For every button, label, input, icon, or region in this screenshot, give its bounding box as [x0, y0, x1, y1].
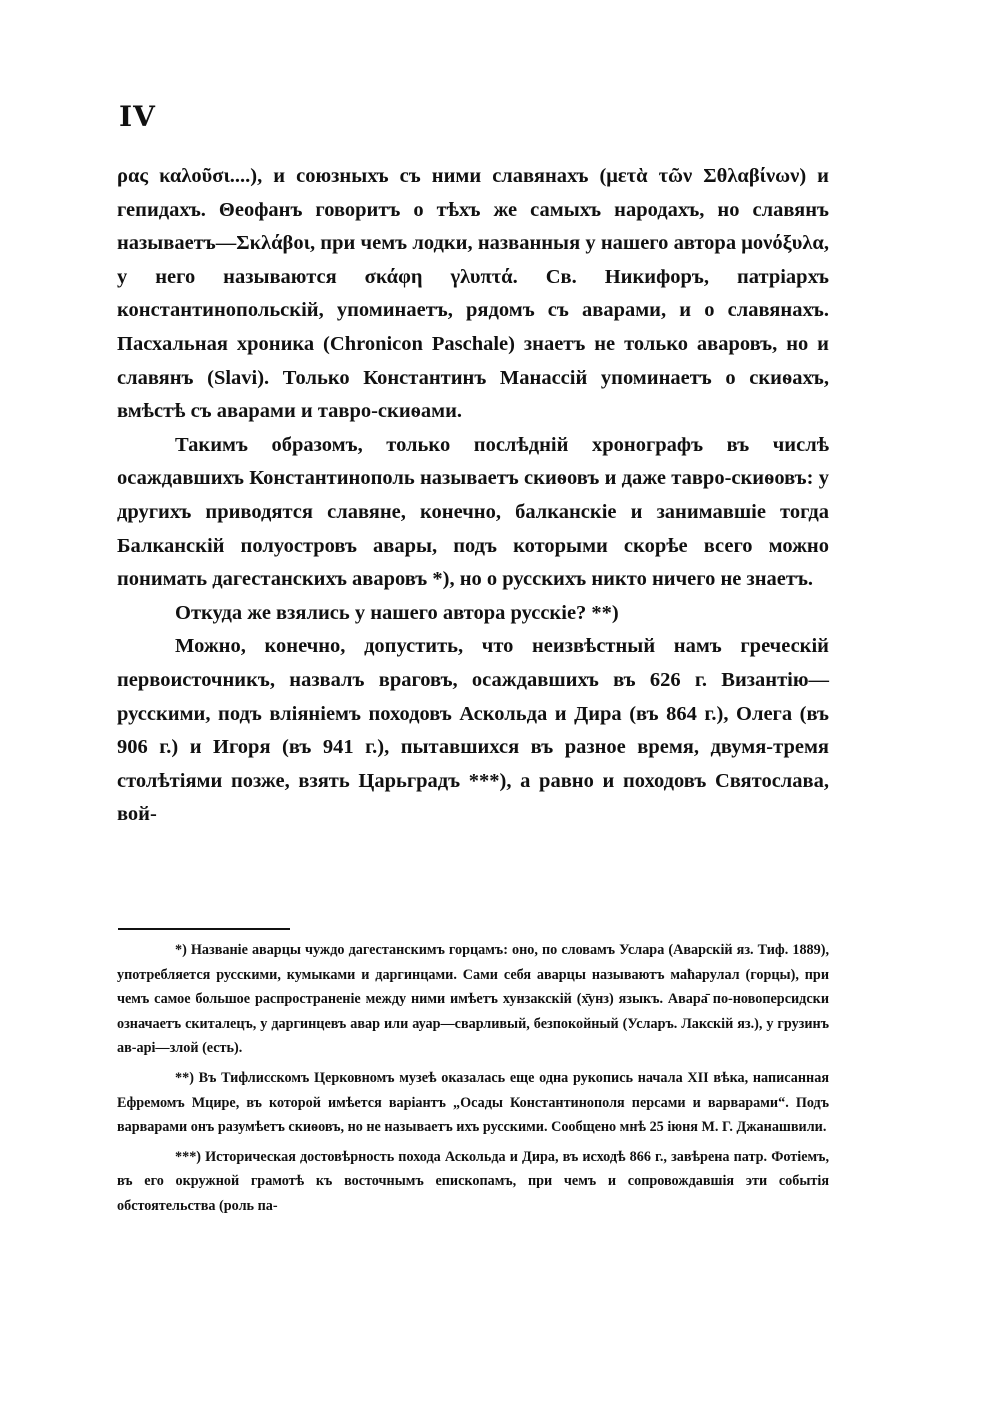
main-paragraph: Такимъ образомъ, только послѣдній хронографъ въ числѣ осаждавшихъ Константинополь называетъ скиѳовъ и даже тавро-скиѳовъ: у другихъ приводятся славяне, конечно, балканскіе и занимавшіе тогда Балканскій полуостровъ авары, подъ которыми скорѣе всего можно понимать дагестанскихъ аваровъ *), но о русскихъ никто ничего не знаетъ.	[117, 433, 829, 591]
main-paragraph: Можно, конечно, допустить, что неизвѣстный намъ греческій первоисточникъ, назвалъ враговъ, осаждавшихъ въ 626 г. Византію—русскими, подъ вліяніемъ походовъ Аскольда и Дира (въ 864 г.), Олега (въ 906 г.) и Игоря (въ 941 г.), пытавшихся въ разное время, двумя-тремя столѣтіями позже, взять Царьградъ ***), а равно и походовъ Святослава, вой-	[117, 635, 829, 826]
footnote: *) Названіе аварцы чуждо дагестанскимъ горцамъ: оно, по словамъ Услара (Аварскій яз. Тиф. 1889), употребляется русскими, кумыками и даргинцами. Сами себя аварцы называютъ маћарулал (горцы), при чемъ самое большое распространеніе между ними имѣетъ хунзакскій (х̄унз) языкъ. Авара̄ по-новоперсидски означаетъ скиталецъ, у даргинцевъ авар или ауар—сварливый, безпокойный (Усларъ. Лакскій яз.), у грузинъ ав-арі—злой (есть).	[117, 942, 829, 1057]
footnote: ***) Историческая достовѣрность похода Аскольда и Дира, въ исходѣ 866 г., завѣрена патр. Фотіемъ, въ его окружной грамотѣ къ восточнымъ епископамъ, при чемъ и сопровождавшія эти событія обстоятельства (роль па-	[117, 1148, 829, 1214]
page-number: IV	[119, 100, 156, 133]
main-text	[117, 160, 829, 832]
main-paragraph: ρας καλοῦσι....), и союзныхъ съ ними славянахъ (μετὰ τῶν Σθλαβίνων) и гепидахъ. Θеофанъ говоритъ о тѣхъ же самыхъ народахъ, но славянъ называетъ—Σκλάβοι, при чемъ лодки, названныя у нашего автора μονόξυλα, у него называются σκάφη γλυπτά. Св. Никифоръ, патріархъ константинопольскій, упоминаетъ, рядомъ съ аварами, и о славянахъ. Пасхальная хроника (Chronicon Paschale) знаетъ не только аваровъ, но и славянъ (Slavi). Только Константинъ Манассій упоминаетъ о скиѳахъ, вмѣстѣ съ аварами и тавро-скиѳами.	[117, 165, 829, 423]
main-paragraph: Откуда же взялись у нашего автора русскіе? **)	[175, 601, 619, 624]
footnote: **) Въ Тифлисскомъ Церковномъ музеѣ оказалась еще одна рукопись начала XII вѣка, написанная Ефремомъ Мцире, въ которой имѣется варіантъ „Осады Константинополя персами и варварами“. Подъ варварами онъ разумѣетъ скиѳовъ, но не называетъ ихъ русскими. Сообщено мнѣ 25 іюня М. Г. Джанашвили.	[117, 1069, 829, 1136]
footnote-separator	[118, 928, 290, 930]
footnotes	[117, 938, 829, 1224]
